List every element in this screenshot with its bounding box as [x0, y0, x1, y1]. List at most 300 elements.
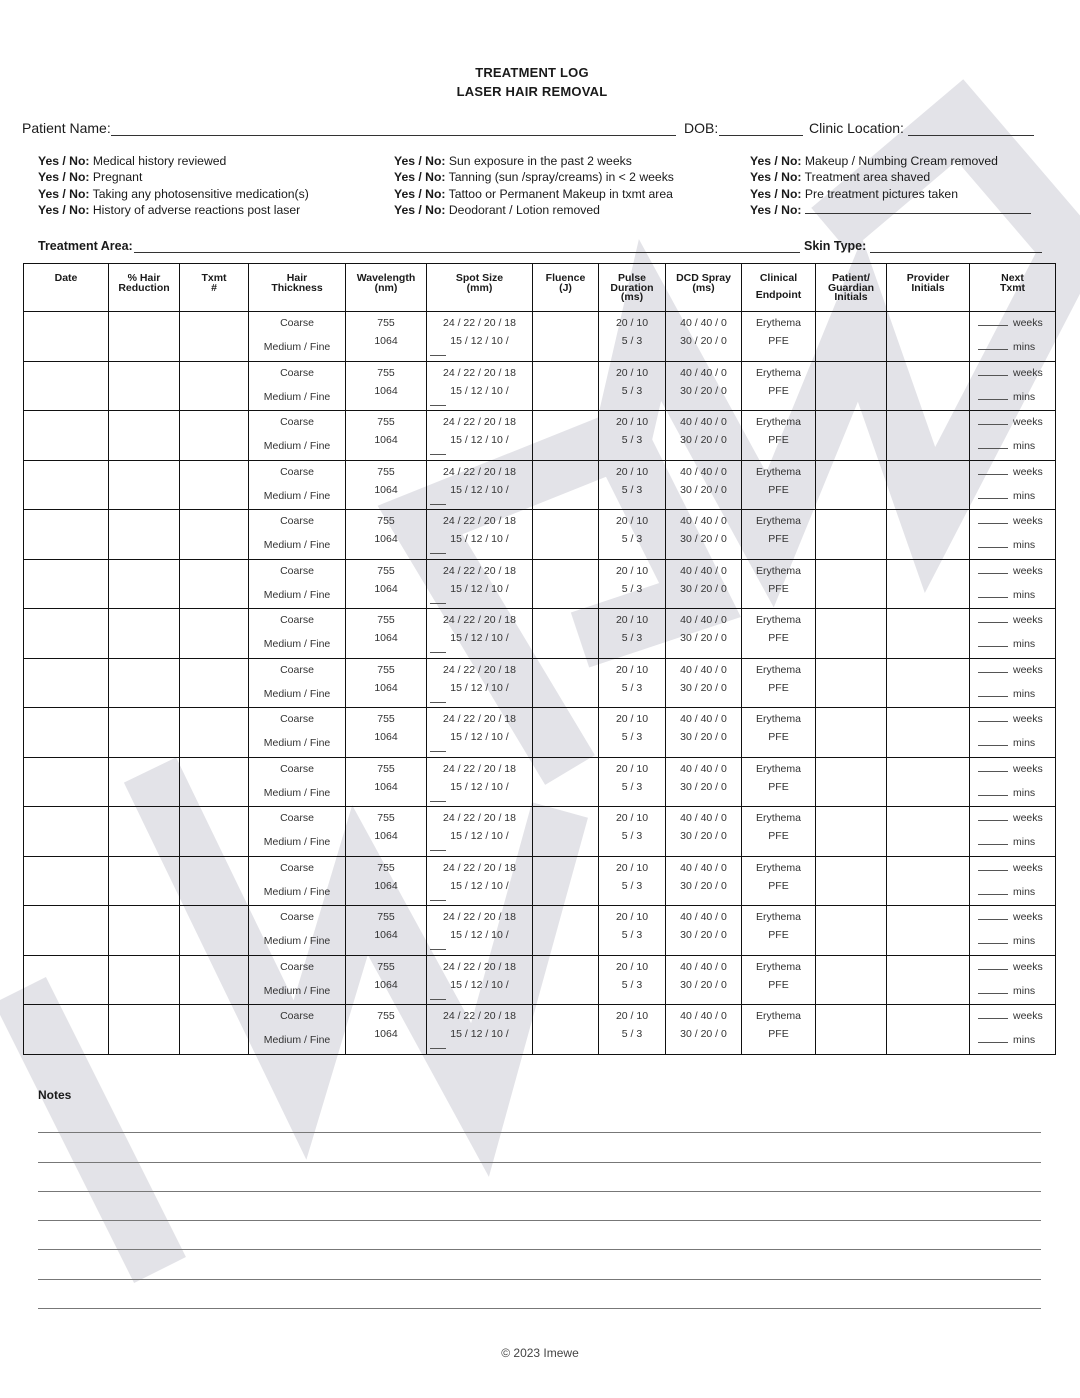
spot-size-cell[interactable]: 24 / 22 / 20 / 18 15 / 12 / 10 / [427, 460, 533, 510]
next-txmt-cell[interactable]: weeks mins [970, 361, 1056, 411]
note-line[interactable] [38, 1250, 1041, 1279]
next-txmt-cell[interactable]: weeks mins [970, 559, 1056, 609]
date-cell[interactable] [24, 312, 109, 362]
date-cell[interactable] [24, 411, 109, 461]
hair-reduction-cell[interactable] [109, 955, 180, 1005]
fluence-cell[interactable] [533, 757, 599, 807]
check-item[interactable]: Yes / No: Deodorant / Lotion removed [394, 203, 600, 218]
date-cell[interactable] [24, 559, 109, 609]
patient-initials-cell[interactable] [816, 1005, 887, 1055]
weeks-blank[interactable] [978, 812, 1008, 821]
hair-reduction-cell[interactable] [109, 906, 180, 956]
pulse-duration-cell[interactable]: 20 / 10 5 / 3 [599, 658, 666, 708]
hair-reduction-cell[interactable] [109, 807, 180, 857]
next-txmt-cell[interactable]: weeks mins [970, 708, 1056, 758]
next-txmt-cell[interactable]: weeks mins [970, 312, 1056, 362]
provider-initials-cell[interactable] [887, 312, 970, 362]
table-row [24, 708, 1056, 758]
mins-blank[interactable] [978, 886, 1008, 895]
dcd-spray-cell[interactable]: 40 / 40 / 0 30 / 20 / 0 [666, 856, 742, 906]
spot-size-cell[interactable]: 24 / 22 / 20 / 18 15 / 12 / 10 / [427, 361, 533, 411]
page-subtitle: LASER HAIR REMOVAL [456, 84, 608, 99]
spot-size-cell[interactable]: 24 / 22 / 20 / 18 15 / 12 / 10 / [427, 708, 533, 758]
check-item[interactable]: Yes / No: Tanning (sun /spray/creams) in < 2 weeks [394, 170, 674, 185]
weeks-blank[interactable] [978, 515, 1008, 524]
date-cell[interactable] [24, 708, 109, 758]
next-txmt-cell[interactable]: weeks mins [970, 510, 1056, 560]
patient-initials-cell[interactable] [816, 609, 887, 659]
hair-thickness-cell[interactable]: Coarse Medium / Fine [249, 559, 346, 609]
pulse-duration-cell[interactable]: 20 / 10 5 / 3 [599, 510, 666, 560]
provider-initials-cell[interactable] [887, 906, 970, 956]
date-cell[interactable] [24, 609, 109, 659]
weeks-blank[interactable] [978, 416, 1008, 425]
fluence-cell[interactable] [533, 708, 599, 758]
hair-reduction-cell[interactable] [109, 609, 180, 659]
column-header-next-txmt: Next Txmt [970, 264, 1056, 312]
wavelength-cell[interactable]: 755 1064 [346, 906, 427, 956]
spot-size-cell[interactable]: 24 / 22 / 20 / 18 15 / 12 / 10 / [427, 807, 533, 857]
clinical-endpoint-cell[interactable]: Erythema PFE [742, 807, 816, 857]
next-txmt-cell[interactable]: weeks mins [970, 757, 1056, 807]
check-item[interactable]: Yes / No: Treatment area shaved [750, 170, 931, 185]
patient-initials-cell[interactable] [816, 460, 887, 510]
provider-initials-cell[interactable] [887, 807, 970, 857]
mins-blank[interactable] [978, 985, 1008, 994]
column-header-clinical-endpoint: Clinical Endpoint [742, 264, 816, 312]
spot-size-blank[interactable] [430, 793, 446, 802]
wavelength-cell[interactable]: 755 1064 [346, 312, 427, 362]
weeks-blank[interactable] [978, 862, 1008, 871]
pulse-duration-cell[interactable]: 20 / 10 5 / 3 [599, 906, 666, 956]
clinical-endpoint-cell[interactable]: Erythema PFE [742, 460, 816, 510]
dcd-spray-cell[interactable]: 40 / 40 / 0 30 / 20 / 0 [666, 361, 742, 411]
weeks-blank[interactable] [978, 961, 1008, 970]
pulse-duration-cell[interactable]: 20 / 10 5 / 3 [599, 559, 666, 609]
patient-initials-cell[interactable] [816, 559, 887, 609]
column-header-wavelength: Wavelength (nm) [346, 264, 427, 312]
next-txmt-cell[interactable]: weeks mins [970, 955, 1056, 1005]
treatment-area-field[interactable] [134, 252, 800, 253]
date-cell[interactable] [24, 856, 109, 906]
patient-initials-cell[interactable] [816, 510, 887, 560]
mins-blank[interactable] [978, 1034, 1008, 1043]
weeks-blank[interactable] [978, 763, 1008, 772]
txmt-number-cell[interactable] [180, 411, 249, 461]
txmt-number-cell[interactable] [180, 708, 249, 758]
column-header-dcd-spray: DCD Spray (ms) [666, 264, 742, 312]
wavelength-cell[interactable]: 755 1064 [346, 411, 427, 461]
pulse-duration-cell[interactable]: 20 / 10 5 / 3 [599, 312, 666, 362]
fluence-cell[interactable] [533, 510, 599, 560]
txmt-number-cell[interactable] [180, 609, 249, 659]
spot-size-cell[interactable]: 24 / 22 / 20 / 18 15 / 12 / 10 / [427, 411, 533, 461]
table-row [24, 559, 1056, 609]
mins-blank[interactable] [978, 638, 1008, 647]
next-txmt-cell[interactable]: weeks mins [970, 609, 1056, 659]
dcd-spray-cell[interactable]: 40 / 40 / 0 30 / 20 / 0 [666, 1005, 742, 1055]
wavelength-cell[interactable]: 755 1064 [346, 757, 427, 807]
hair-thickness-cell[interactable]: Coarse Medium / Fine [249, 856, 346, 906]
provider-initials-cell[interactable] [887, 361, 970, 411]
hair-thickness-cell[interactable]: Coarse Medium / Fine [249, 1005, 346, 1055]
txmt-number-cell[interactable] [180, 559, 249, 609]
weeks-blank[interactable] [978, 367, 1008, 376]
table-row [24, 1005, 1056, 1055]
clinical-endpoint-cell[interactable]: Erythema PFE [742, 856, 816, 906]
treatment-area-line [38, 239, 1043, 255]
date-cell[interactable] [24, 361, 109, 411]
column-header-hair-reduction: % Hair Reduction [109, 264, 180, 312]
check-item[interactable]: Yes / No: Pregnant [38, 170, 143, 185]
patient-initials-cell[interactable] [816, 757, 887, 807]
spot-size-blank[interactable] [430, 397, 446, 406]
spot-size-blank[interactable] [430, 347, 446, 356]
clinical-endpoint-cell[interactable]: Erythema PFE [742, 609, 816, 659]
next-txmt-cell[interactable]: weeks mins [970, 460, 1056, 510]
mins-blank[interactable] [978, 490, 1008, 499]
mins-blank[interactable] [978, 688, 1008, 697]
clinical-endpoint-cell[interactable]: Erythema PFE [742, 361, 816, 411]
spot-size-cell[interactable]: 24 / 22 / 20 / 18 15 / 12 / 10 / [427, 559, 533, 609]
check-item[interactable]: Yes / No: Makeup / Numbing Cream removed [750, 154, 998, 168]
weeks-blank[interactable] [978, 317, 1008, 326]
txmt-number-cell[interactable] [180, 807, 249, 857]
mins-blank[interactable] [978, 440, 1008, 449]
mins-blank[interactable] [978, 539, 1008, 548]
provider-initials-cell[interactable] [887, 609, 970, 659]
dcd-spray-cell[interactable]: 40 / 40 / 0 30 / 20 / 0 [666, 757, 742, 807]
hair-reduction-cell[interactable] [109, 411, 180, 461]
date-cell[interactable] [24, 955, 109, 1005]
clinic-location-field[interactable] [908, 135, 1034, 136]
dcd-spray-cell[interactable]: 40 / 40 / 0 30 / 20 / 0 [666, 609, 742, 659]
clinical-endpoint-cell[interactable]: Erythema PFE [742, 1005, 816, 1055]
spot-size-blank[interactable] [430, 446, 446, 455]
date-cell[interactable] [24, 460, 109, 510]
provider-initials-cell[interactable] [887, 460, 970, 510]
mins-blank[interactable] [978, 391, 1008, 400]
txmt-number-cell[interactable] [180, 658, 249, 708]
hair-thickness-cell[interactable]: Coarse Medium / Fine [249, 757, 346, 807]
fluence-cell[interactable] [533, 906, 599, 956]
weeks-blank[interactable] [978, 1010, 1008, 1019]
spot-size-blank[interactable] [430, 694, 446, 703]
wavelength-cell[interactable]: 755 1064 [346, 460, 427, 510]
weeks-blank[interactable] [978, 565, 1008, 574]
treatment-area-label: Treatment Area: [38, 239, 133, 253]
spot-size-cell[interactable]: 24 / 22 / 20 / 18 15 / 12 / 10 / [427, 906, 533, 956]
clinical-endpoint-cell[interactable]: Erythema PFE [742, 708, 816, 758]
hair-reduction-cell[interactable] [109, 658, 180, 708]
clinical-endpoint-cell[interactable]: Erythema PFE [742, 559, 816, 609]
patient-initials-cell[interactable] [816, 807, 887, 857]
patient-initials-cell[interactable] [816, 708, 887, 758]
clinic-location-label: Clinic Location: [809, 120, 904, 136]
spot-size-cell[interactable]: 24 / 22 / 20 / 18 15 / 12 / 10 / [427, 312, 533, 362]
txmt-number-cell[interactable] [180, 955, 249, 1005]
wavelength-cell[interactable]: 755 1064 [346, 856, 427, 906]
fluence-cell[interactable] [533, 312, 599, 362]
weeks-blank[interactable] [978, 713, 1008, 722]
spot-size-blank[interactable] [430, 941, 446, 950]
patient-initials-cell[interactable] [816, 955, 887, 1005]
dob-field[interactable] [719, 135, 803, 136]
txmt-number-cell[interactable] [180, 757, 249, 807]
hair-reduction-cell[interactable] [109, 856, 180, 906]
mins-blank[interactable] [978, 589, 1008, 598]
patient-initials-cell[interactable] [816, 312, 887, 362]
next-txmt-cell[interactable]: weeks mins [970, 658, 1056, 708]
hair-thickness-cell[interactable]: Coarse Medium / Fine [249, 312, 346, 362]
wavelength-cell[interactable]: 755 1064 [346, 609, 427, 659]
clinical-endpoint-cell[interactable]: Erythema PFE [742, 510, 816, 560]
table-header-row [24, 264, 1056, 312]
clinical-endpoint-cell[interactable]: Erythema PFE [742, 658, 816, 708]
provider-initials-cell[interactable] [887, 658, 970, 708]
mins-blank[interactable] [978, 836, 1008, 845]
pulse-duration-cell[interactable]: 20 / 10 5 / 3 [599, 361, 666, 411]
wavelength-cell[interactable]: 755 1064 [346, 708, 427, 758]
check-item-custom[interactable]: Yes / No: [750, 203, 1050, 219]
hair-thickness-cell[interactable]: Coarse Medium / Fine [249, 708, 346, 758]
custom-check-field[interactable] [805, 203, 1031, 214]
txmt-number-cell[interactable] [180, 1005, 249, 1055]
pulse-duration-cell[interactable]: 20 / 10 5 / 3 [599, 757, 666, 807]
patient-name-label: Patient Name: [22, 120, 111, 136]
dcd-spray-cell[interactable]: 40 / 40 / 0 30 / 20 / 0 [666, 312, 742, 362]
weeks-blank[interactable] [978, 466, 1008, 475]
provider-initials-cell[interactable] [887, 856, 970, 906]
mins-blank[interactable] [978, 787, 1008, 796]
dcd-spray-cell[interactable]: 40 / 40 / 0 30 / 20 / 0 [666, 955, 742, 1005]
weeks-blank[interactable] [978, 614, 1008, 623]
patient-name-field[interactable] [111, 135, 676, 136]
date-cell[interactable] [24, 658, 109, 708]
provider-initials-cell[interactable] [887, 708, 970, 758]
fluence-cell[interactable] [533, 361, 599, 411]
pulse-duration-cell[interactable]: 20 / 10 5 / 3 [599, 955, 666, 1005]
weeks-blank[interactable] [978, 664, 1008, 673]
checklist-column-3 [750, 154, 1050, 220]
checklist-column-2 [394, 154, 694, 220]
wavelength-cell[interactable]: 755 1064 [346, 807, 427, 857]
spot-size-blank[interactable] [430, 545, 446, 554]
wavelength-cell[interactable]: 755 1064 [346, 559, 427, 609]
clinical-endpoint-cell[interactable]: Erythema PFE [742, 411, 816, 461]
dcd-spray-cell[interactable]: 40 / 40 / 0 30 / 20 / 0 [666, 906, 742, 956]
txmt-number-cell[interactable] [180, 510, 249, 560]
note-line[interactable] [38, 1163, 1041, 1192]
date-cell[interactable] [24, 906, 109, 956]
check-item[interactable]: Yes / No: Medical history reviewed [38, 154, 227, 168]
table-row [24, 807, 1056, 857]
next-txmt-cell[interactable]: weeks mins [970, 807, 1056, 857]
wavelength-cell[interactable]: 755 1064 [346, 955, 427, 1005]
mins-blank[interactable] [978, 341, 1008, 350]
spot-size-blank[interactable] [430, 595, 446, 604]
fluence-cell[interactable] [533, 1005, 599, 1055]
note-line[interactable] [38, 1280, 1041, 1309]
pulse-duration-cell[interactable]: 20 / 10 5 / 3 [599, 856, 666, 906]
spot-size-blank[interactable] [430, 892, 446, 901]
spot-size-blank[interactable] [430, 842, 446, 851]
notes-area[interactable] [38, 1104, 1041, 1309]
hair-thickness-cell[interactable]: Coarse Medium / Fine [249, 906, 346, 956]
hair-reduction-cell[interactable] [109, 460, 180, 510]
mins-blank[interactable] [978, 935, 1008, 944]
fluence-cell[interactable] [533, 609, 599, 659]
fluence-cell[interactable] [533, 411, 599, 461]
spot-size-cell[interactable]: 24 / 22 / 20 / 18 15 / 12 / 10 / [427, 510, 533, 560]
spot-size-blank[interactable] [430, 644, 446, 653]
column-header-spot-size: Spot Size (mm) [427, 264, 533, 312]
check-item[interactable]: Yes / No: Taking any photosensitive medication(s) [38, 186, 309, 201]
hair-thickness-cell[interactable]: Coarse Medium / Fine [249, 460, 346, 510]
patient-initials-cell[interactable] [816, 411, 887, 461]
txmt-number-cell[interactable] [180, 856, 249, 906]
next-txmt-cell[interactable]: weeks mins [970, 1005, 1056, 1055]
txmt-number-cell[interactable] [180, 906, 249, 956]
table-row [24, 757, 1056, 807]
date-cell[interactable] [24, 807, 109, 857]
hair-reduction-cell[interactable] [109, 312, 180, 362]
hair-reduction-cell[interactable] [109, 361, 180, 411]
dcd-spray-cell[interactable]: 40 / 40 / 0 30 / 20 / 0 [666, 460, 742, 510]
patient-initials-cell[interactable] [816, 361, 887, 411]
column-header-patient-initials: Patient/ Guardian Initials [816, 264, 887, 312]
column-header-date: Date [24, 264, 109, 312]
dcd-spray-cell[interactable]: 40 / 40 / 0 30 / 20 / 0 [666, 411, 742, 461]
spot-size-cell[interactable]: 24 / 22 / 20 / 18 15 / 12 / 10 / [427, 856, 533, 906]
hair-reduction-cell[interactable] [109, 510, 180, 560]
column-header-provider-initials: Provider Initials [887, 264, 970, 312]
check-item[interactable]: Yes / No: Tattoo or Permanent Makeup in txmt area [394, 186, 673, 201]
provider-initials-cell[interactable] [887, 510, 970, 560]
pulse-duration-cell[interactable]: 20 / 10 5 / 3 [599, 609, 666, 659]
clinical-endpoint-cell[interactable]: Erythema PFE [742, 757, 816, 807]
dcd-spray-cell[interactable]: 40 / 40 / 0 30 / 20 / 0 [666, 559, 742, 609]
spot-size-blank[interactable] [430, 743, 446, 752]
wavelength-cell[interactable]: 755 1064 [346, 658, 427, 708]
date-cell[interactable] [24, 510, 109, 560]
txmt-number-cell[interactable] [180, 312, 249, 362]
hair-reduction-cell[interactable] [109, 1005, 180, 1055]
patient-info-line [22, 120, 1037, 138]
table-row [24, 955, 1056, 1005]
note-line[interactable] [38, 1104, 1041, 1133]
hair-thickness-cell[interactable]: Coarse Medium / Fine [249, 361, 346, 411]
pulse-duration-cell[interactable]: 20 / 10 5 / 3 [599, 460, 666, 510]
wavelength-cell[interactable]: 755 1064 [346, 510, 427, 560]
spot-size-cell[interactable]: 24 / 22 / 20 / 18 15 / 12 / 10 / [427, 1005, 533, 1055]
fluence-cell[interactable] [533, 658, 599, 708]
dcd-spray-cell[interactable]: 40 / 40 / 0 30 / 20 / 0 [666, 708, 742, 758]
wavelength-cell[interactable]: 755 1064 [346, 361, 427, 411]
txmt-number-cell[interactable] [180, 460, 249, 510]
note-line[interactable] [38, 1192, 1041, 1221]
hair-thickness-cell[interactable]: Coarse Medium / Fine [249, 955, 346, 1005]
table-row [24, 361, 1056, 411]
provider-initials-cell[interactable] [887, 955, 970, 1005]
dcd-spray-cell[interactable]: 40 / 40 / 0 30 / 20 / 0 [666, 510, 742, 560]
spot-size-cell[interactable]: 24 / 22 / 20 / 18 15 / 12 / 10 / [427, 757, 533, 807]
next-txmt-cell[interactable]: weeks mins [970, 411, 1056, 461]
clinical-endpoint-cell[interactable]: Erythema PFE [742, 906, 816, 956]
hair-thickness-cell[interactable]: Coarse Medium / Fine [249, 411, 346, 461]
patient-initials-cell[interactable] [816, 658, 887, 708]
date-cell[interactable] [24, 757, 109, 807]
dcd-spray-cell[interactable]: 40 / 40 / 0 30 / 20 / 0 [666, 807, 742, 857]
spot-size-cell[interactable]: 24 / 22 / 20 / 18 15 / 12 / 10 / [427, 955, 533, 1005]
notes-label: Notes [38, 1088, 72, 1102]
spot-size-blank[interactable] [430, 1040, 446, 1049]
wavelength-cell[interactable]: 755 1064 [346, 1005, 427, 1055]
hair-thickness-cell[interactable]: Coarse Medium / Fine [249, 609, 346, 659]
fluence-cell[interactable] [533, 559, 599, 609]
treatment-log-table [23, 263, 1056, 1055]
table-body [24, 312, 1056, 1055]
spot-size-blank[interactable] [430, 496, 446, 505]
check-item[interactable]: Yes / No: Pre treatment pictures taken [750, 186, 958, 201]
table-row [24, 312, 1056, 362]
hair-reduction-cell[interactable] [109, 559, 180, 609]
hair-thickness-cell[interactable]: Coarse Medium / Fine [249, 658, 346, 708]
spot-size-cell[interactable]: 24 / 22 / 20 / 18 15 / 12 / 10 / [427, 658, 533, 708]
pulse-duration-cell[interactable]: 20 / 10 5 / 3 [599, 411, 666, 461]
hair-thickness-cell[interactable]: Coarse Medium / Fine [249, 807, 346, 857]
pulse-duration-cell[interactable]: 20 / 10 5 / 3 [599, 807, 666, 857]
fluence-cell[interactable] [533, 807, 599, 857]
copyright-footer: © 2023 Imewe [501, 1346, 579, 1360]
hair-reduction-cell[interactable] [109, 757, 180, 807]
patient-initials-cell[interactable] [816, 906, 887, 956]
provider-initials-cell[interactable] [887, 559, 970, 609]
next-txmt-cell[interactable]: weeks mins [970, 906, 1056, 956]
provider-initials-cell[interactable] [887, 411, 970, 461]
check-item[interactable]: Yes / No: History of adverse reactions post laser [38, 203, 301, 218]
hair-thickness-cell[interactable]: Coarse Medium / Fine [249, 510, 346, 560]
skin-type-field[interactable] [870, 252, 1042, 253]
spot-size-blank[interactable] [430, 991, 446, 1000]
spot-size-cell[interactable]: 24 / 22 / 20 / 18 15 / 12 / 10 / [427, 609, 533, 659]
pulse-duration-cell[interactable]: 20 / 10 5 / 3 [599, 708, 666, 758]
column-header-hair-thickness: Hair Thickness [249, 264, 346, 312]
next-txmt-cell[interactable]: weeks mins [970, 856, 1056, 906]
date-cell[interactable] [24, 1005, 109, 1055]
provider-initials-cell[interactable] [887, 757, 970, 807]
txmt-number-cell[interactable] [180, 361, 249, 411]
clinical-endpoint-cell[interactable]: Erythema PFE [742, 955, 816, 1005]
note-line[interactable] [38, 1221, 1041, 1250]
weeks-blank[interactable] [978, 911, 1008, 920]
fluence-cell[interactable] [533, 856, 599, 906]
hair-reduction-cell[interactable] [109, 708, 180, 758]
table-row [24, 460, 1056, 510]
clinical-endpoint-cell[interactable]: Erythema PFE [742, 312, 816, 362]
check-item[interactable]: Yes / No: Sun exposure in the past 2 weeks [394, 154, 632, 168]
note-line[interactable] [38, 1133, 1041, 1162]
table-row [24, 609, 1056, 659]
provider-initials-cell[interactable] [887, 1005, 970, 1055]
fluence-cell[interactable] [533, 460, 599, 510]
patient-initials-cell[interactable] [816, 856, 887, 906]
pre-treatment-checklist [38, 154, 1048, 224]
fluence-cell[interactable] [533, 955, 599, 1005]
dcd-spray-cell[interactable]: 40 / 40 / 0 30 / 20 / 0 [666, 658, 742, 708]
pulse-duration-cell[interactable]: 20 / 10 5 / 3 [599, 1005, 666, 1055]
mins-blank[interactable] [978, 737, 1008, 746]
